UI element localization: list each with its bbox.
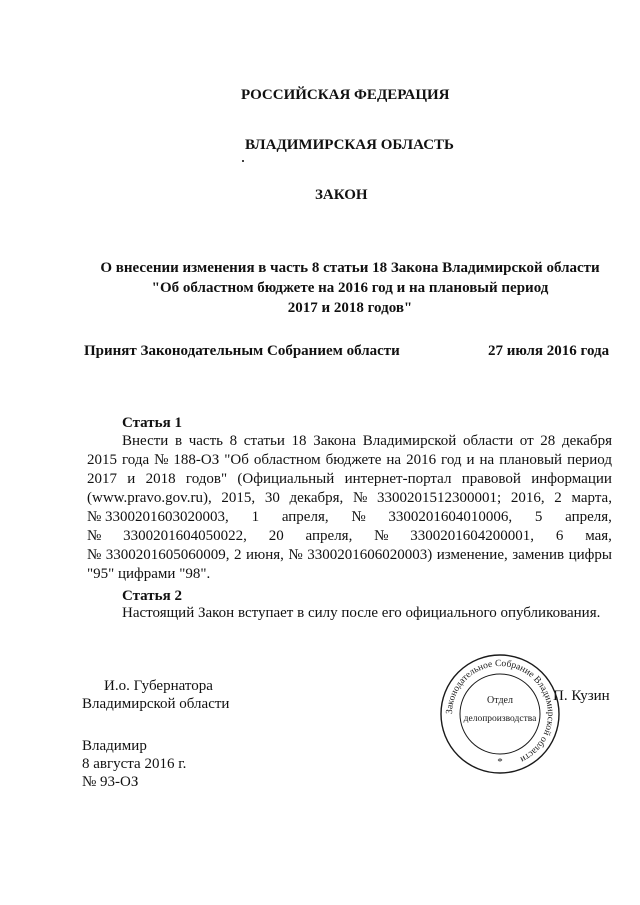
- article-1-word: №: [87, 547, 102, 563]
- article-1-word: 8: [229, 433, 238, 449]
- stamp-center-line-1: Отдел: [487, 695, 513, 706]
- article-1-line: [87, 451, 612, 470]
- signatory-role-line-2: Владимирской области: [82, 696, 230, 712]
- article-1-word: годов": [185, 471, 228, 487]
- article-1-word: 3300201604050022,: [123, 528, 247, 544]
- article-1-word: на: [479, 452, 495, 468]
- article-1-word: на: [386, 452, 402, 468]
- stamp-ring-text: Законодательное Собрание Владимирской области: [444, 658, 556, 765]
- adoption-statement: Принят Законодательным Собранием области: [84, 343, 400, 359]
- article-1-word: 6: [555, 528, 564, 544]
- article-1-word: №: [374, 528, 389, 544]
- article-1-word: часть: [188, 433, 223, 449]
- article-1-word: 2: [554, 490, 562, 506]
- law-title-line-2: "Об областном бюджете на 2016 год и на плановый период: [151, 280, 549, 296]
- article-1-line: [87, 470, 612, 489]
- article-1-word: 1: [251, 509, 260, 525]
- article-1-line: [122, 432, 612, 451]
- article-1-word: области: [462, 433, 514, 449]
- article-1-word: и: [127, 471, 136, 487]
- article-1-line: [87, 489, 612, 508]
- article-1-word: "Об: [224, 452, 249, 468]
- footer-number: № 93-ОЗ: [82, 774, 139, 790]
- article-1-word: 188-ОЗ: [173, 452, 220, 468]
- article-1-word: 3300201604200001,: [410, 528, 535, 544]
- article-1-word: интернет-портал: [344, 471, 452, 487]
- article-1-word: 30: [264, 490, 280, 506]
- article-1-line: [87, 527, 612, 546]
- article-1-word: 2015,: [221, 490, 256, 506]
- law-title: [80, 258, 620, 318]
- article-1-word: №: [87, 528, 102, 544]
- article-1-word: 3300201605060009,: [105, 547, 230, 563]
- article-1-word: апреля,: [305, 528, 353, 544]
- article-1-word: 28: [540, 433, 556, 449]
- article-1-word: № 3300201603020003,: [87, 509, 229, 525]
- article-1-word: 5: [534, 509, 543, 525]
- article-1-word: 3300201512300001;: [376, 490, 502, 506]
- article-1-word: апреля,: [565, 509, 612, 525]
- article-1-word: период: [567, 452, 612, 468]
- article-1-word: №: [154, 452, 169, 468]
- article-1-word: 2015: [87, 452, 117, 468]
- article-1-word: (www.pravo.gov.ru),: [87, 490, 212, 506]
- header-country: РОССИЙСКАЯ ФЕДЕРАЦИЯ: [241, 87, 450, 103]
- article-1-word: мая,: [585, 528, 612, 544]
- article-1-word: 2016: [406, 452, 437, 468]
- article-1-word: марта,: [571, 490, 612, 506]
- article-1-word: информации: [531, 471, 612, 487]
- article-1-word: 2016,: [510, 490, 545, 506]
- header-region: ВЛАДИМИРСКАЯ ОБЛАСТЬ: [245, 137, 454, 153]
- article-1-word: 2017: [87, 471, 117, 487]
- article-2-text: Настоящий Закон вступает в силу после его официального опубликования.: [122, 605, 601, 621]
- footer-date: 8 августа 2016 г.: [82, 756, 187, 772]
- official-stamp: [439, 653, 561, 775]
- article-1-line: [87, 508, 612, 527]
- article-1-word: в: [174, 433, 183, 449]
- article-1-word: Закона: [313, 433, 357, 449]
- article-1-word: №: [288, 547, 303, 563]
- article-1-word: Владимирской: [362, 433, 457, 449]
- article-1-word: 2: [234, 547, 242, 563]
- law-title-line-3: 2017 и 2018 годов": [287, 300, 413, 316]
- footer-city: Владимир: [82, 738, 147, 754]
- article-2-heading: Статья 2: [122, 588, 182, 604]
- article-1-word: цифры: [568, 547, 612, 563]
- article-1-word: правовой: [461, 471, 521, 487]
- article-1-word: года: [121, 452, 150, 468]
- article-1-word: плановый: [499, 452, 563, 468]
- article-1-word: декабря: [561, 433, 612, 449]
- speck: [242, 160, 244, 162]
- article-1-last-line: "95" цифрами "98".: [87, 566, 211, 582]
- adoption-date: 27 июля 2016 года: [488, 343, 610, 359]
- signatory-role-line-1: И.о. Губернатора: [104, 678, 213, 694]
- signatory-name: П. Кузин: [553, 688, 610, 704]
- article-1-word: декабря,: [289, 490, 344, 506]
- article-1-word: 18: [291, 433, 307, 449]
- article-1-word: (Официальный: [237, 471, 335, 487]
- article-1-word: областном: [253, 452, 321, 468]
- article-1-word: 20: [268, 528, 284, 544]
- article-1-word: №: [352, 490, 368, 506]
- article-1-heading: Статья 1: [122, 415, 182, 431]
- article-1-word: №: [351, 509, 366, 525]
- article-1-word: 3300201604010006,: [388, 509, 513, 525]
- article-1-word: и: [466, 452, 475, 468]
- article-1-word: изменение,: [436, 547, 508, 563]
- article-1-word: заменив: [512, 547, 565, 563]
- article-1-word: год: [441, 452, 462, 468]
- header-doc-type: ЗАКОН: [315, 187, 368, 203]
- article-1-word: от: [519, 433, 534, 449]
- stamp-star: *: [497, 756, 503, 768]
- article-1-word: бюджете: [325, 452, 382, 468]
- article-1-word: Внести: [122, 433, 169, 449]
- law-title-line-1: О внесении изменения в часть 8 статьи 18 Закона Владимирской области: [100, 260, 600, 276]
- article-1-word: апреля,: [281, 509, 329, 525]
- article-1-word: 2018: [145, 471, 176, 487]
- article-1-word: июня,: [246, 547, 284, 563]
- article-1-word: 3300201606020003): [307, 547, 433, 563]
- article-1-line: [87, 546, 612, 565]
- stamp-center-line-2: делопроизводства: [463, 714, 537, 724]
- article-1-word: статьи: [243, 433, 285, 449]
